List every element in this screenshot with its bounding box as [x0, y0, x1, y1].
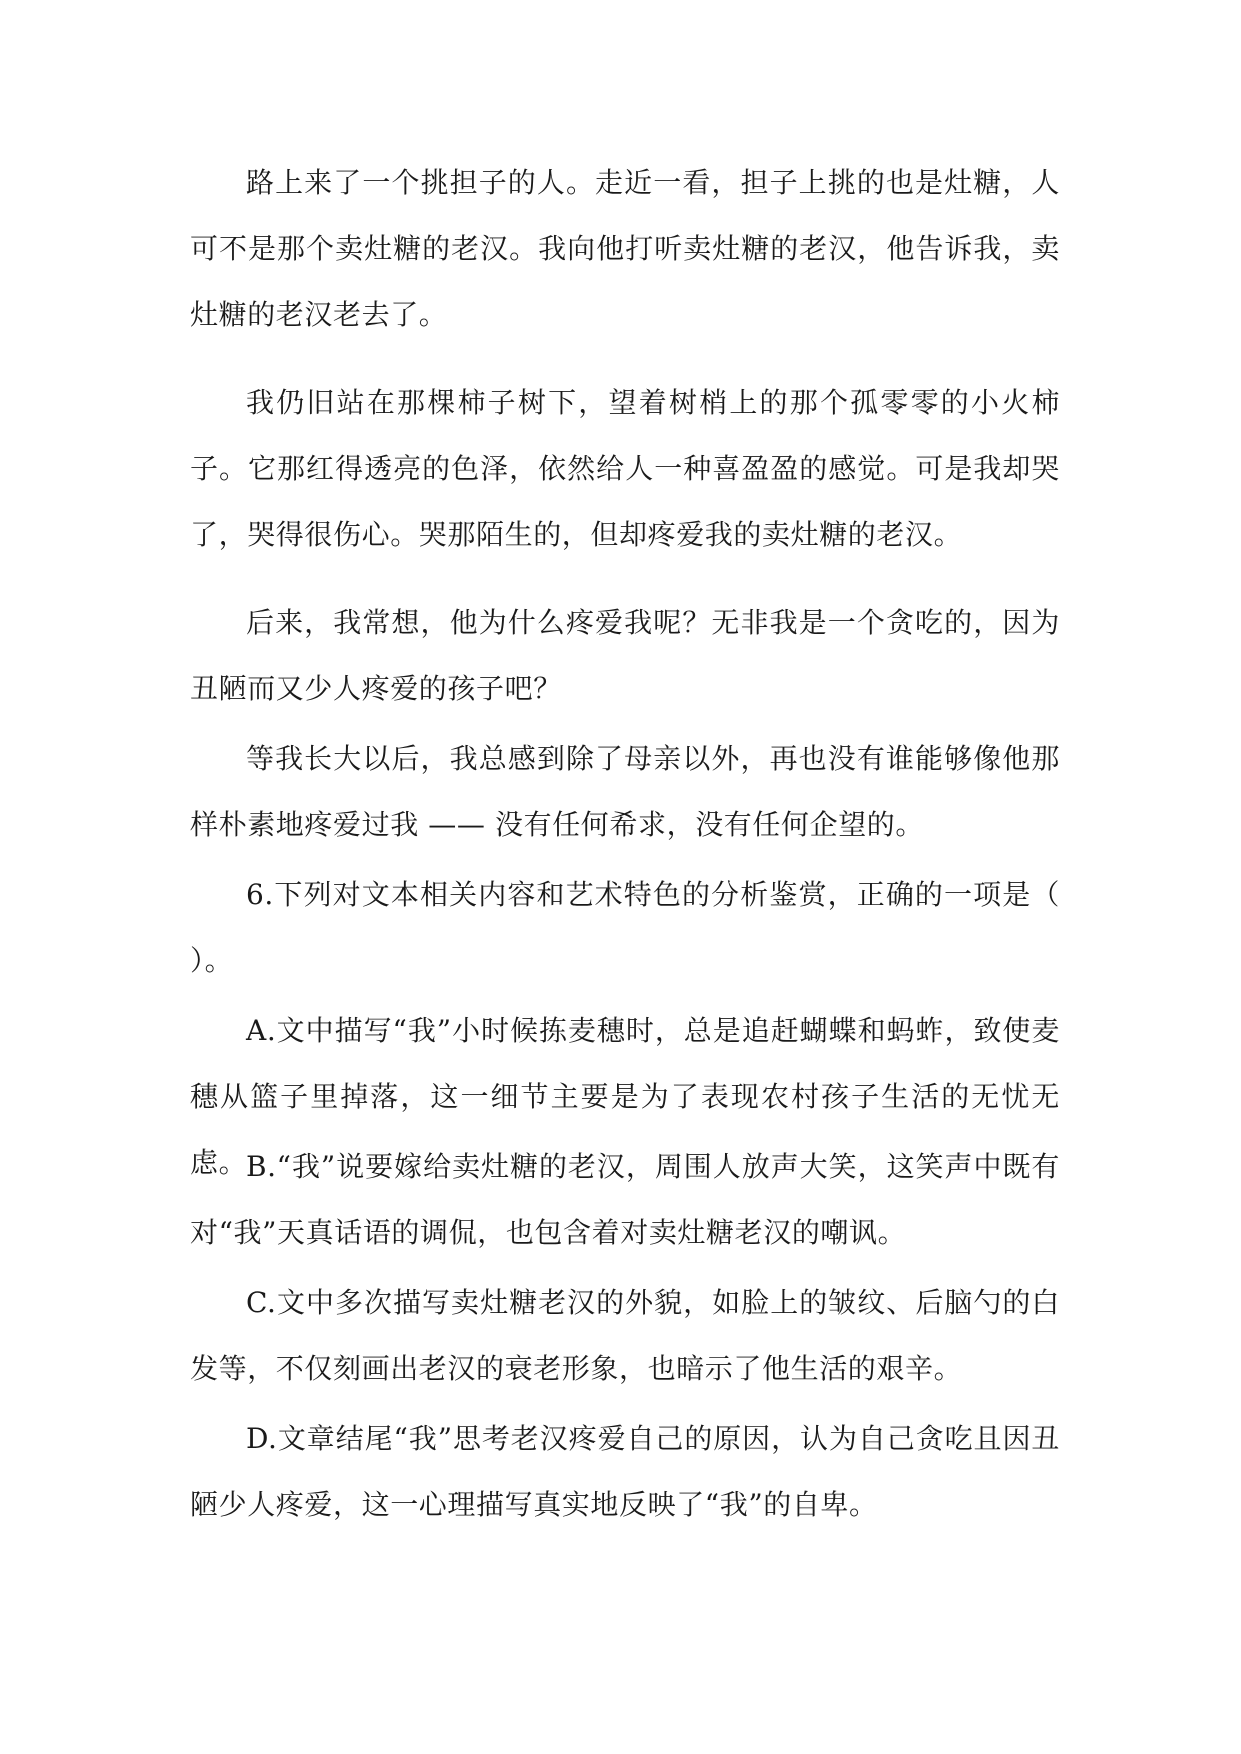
passage-paragraph-1: 路上来了一个挑担子的人。走近一看，担子上挑的也是灶糖，人可不是那个卖灶糖的老汉。我向他打听卖灶糖的老汉，他告诉我，卖灶糖的老汉老去了。 — [190, 166, 1060, 331]
passage-paragraph-2: 我仍旧站在那棵柿子树下，望着树梢上的那个孤零零的小火柿子。它那红得透亮的色泽，依然给人一种喜盈盈的感觉。可是我却哭了，哭得很伤心。哭那陌生的，但却疼爱我的卖灶糖的老汉。 — [190, 386, 1060, 551]
option-a: A.文中描写“我”小时候拣麦穗时，总是追赶蝴蝶和蚂蚱，致使麦穗从篮子里掉落，这一细节主要是为了表现农村孩子生活的无忧无虑。 — [190, 1014, 1060, 1179]
passage-paragraph-3: 后来，我常想，他为什么疼爱我呢？无非我是一个贪吃的，因为丑陋而又少人疼爱的孩子吧？ — [190, 606, 1060, 705]
passage-paragraph-4: 等我长大以后，我总感到除了母亲以外，再也没有谁能够像他那样朴素地疼爱过我 —— 没有任何希求，没有任何企望的。 — [190, 742, 1060, 841]
option-c: C.文中多次描写卖灶糖老汉的外貌，如脸上的皱纹、后脑勺的白发等，不仅刻画出老汉的衰老形象，也暗示了他生活的艰辛。 — [190, 1286, 1060, 1385]
question-stem: 6.下列对文本相关内容和艺术特色的分析鉴赏，正确的一项是（ ）。 — [190, 878, 1060, 977]
option-b: B.“我”说要嫁给卖灶糖的老汉，周围人放声大笑，这笑声中既有对“我”天真话语的调侃，也包含着对卖灶糖老汉的嘲讽。 — [190, 1150, 1060, 1249]
option-d: D.文章结尾“我”思考老汉疼爱自己的原因，认为自己贪吃且因丑陋少人疼爱，这一心理描写真实地反映了“我”的自卑。 — [190, 1422, 1060, 1521]
